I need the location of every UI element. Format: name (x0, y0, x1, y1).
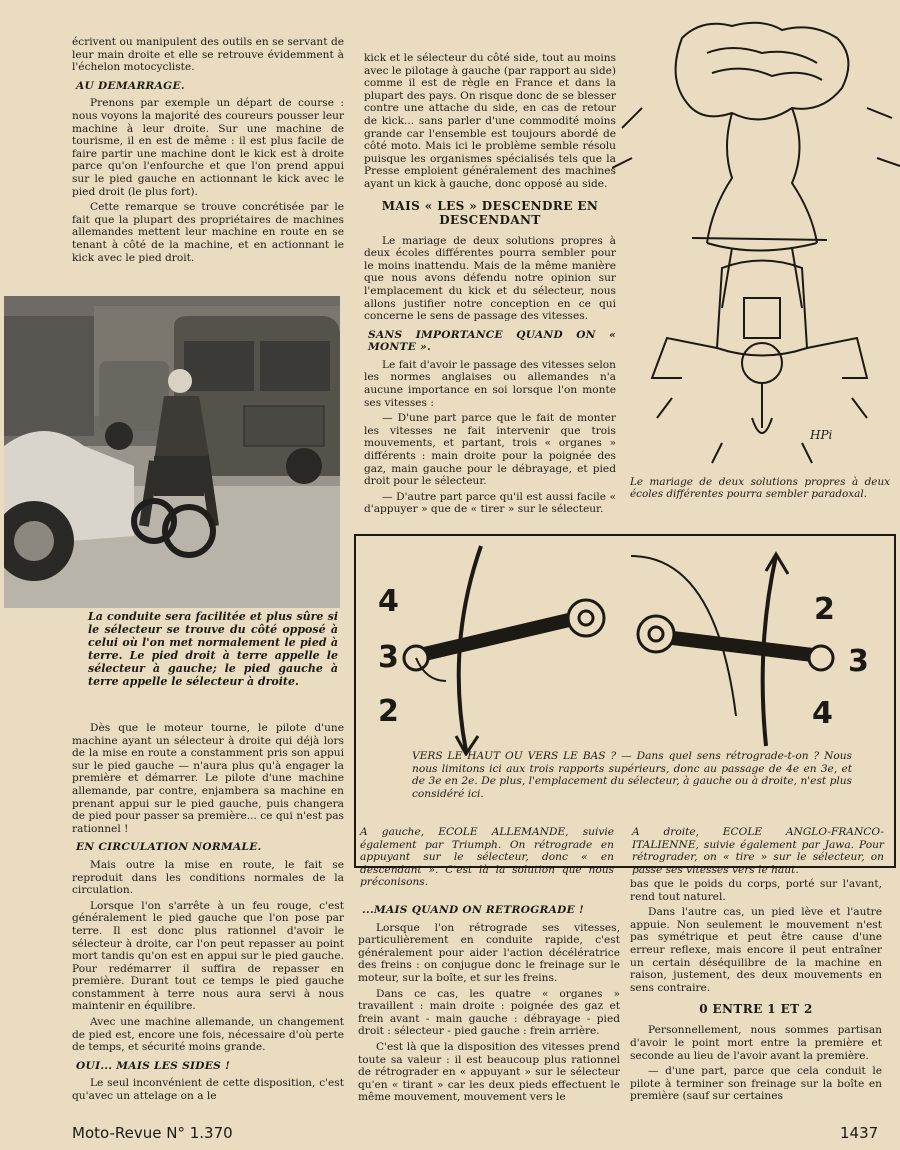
left-gear-2: 2 (378, 694, 399, 729)
diagram-right-text: A droite, ECOLE ANGLO-FRANCO-ITALIENNE, suivie également par Jawa. Pour rétrograder, on « tire » sur le sélecteur, on passe ses vitesses vers le haut. (632, 826, 884, 876)
column-2-bottom (358, 904, 620, 1107)
photo-motorcyclist (4, 296, 340, 608)
paragraph: Avec une machine allemande, un changement de pied est, encore une fois, nécessaire d'où perte de temps, et sécurité moins grande. (72, 1016, 344, 1054)
paragraph: écrivent ou manipulent des outils en se servant de leur main droite et elle se retrouve évidemment à l'échelon motocycliste. (72, 36, 344, 74)
photo-illustration (4, 296, 340, 608)
paragraph: Cette remarque se trouve concrétisée par le fait que la plupart des propriétaires de machines allemandes mettent leur machine en route en se tenant à côté de la machine, et en actionnant le kick avec le pied droit. (72, 201, 344, 264)
paragraph: Dès que le moteur tourne, le pilote d'une machine ayant un sélecteur à droite qui déjà lors de la mise en route a constamment pris son appui sur le pied gauche — n'aura plus qu'à engager la première et démarrer. Le pilote d'une machine allemande, par contre, enjambera sa machine en prenant appui sur le pied gauche, puis changera de pied pour passer sa première... ce qui n'est pas rationnel ! (72, 722, 344, 835)
paragraph: Personnellement, nous sommes partisan d'avoir le point mort entre la première et seconde au lieu de l'avoir avant la première. (630, 1024, 882, 1062)
paragraph: Lorsque l'on s'arrête à un feu rouge, c'est généralement le pied gauche que l'on pose par terre. Il est donc plus rationnel d'avoir le sélecteur à droite, car l'on peut repasser au point mort tandis qu'on est en appui sur le pied gauche. Pour redémarrer il suffira de repasser en première. Durant tout ce temps le pied gauche constamment à terre nous aura servi à nous maintenir en équilibre. (72, 899, 344, 1013)
right-gear-3: 3 (848, 644, 869, 679)
diagram-left-text: A gauche, ECOLE ALLEMANDE, suivie également par Triumph. On rétrograde en appuyant sur le sélecteur, donc « en descendant ». C'est là la solution que nous préconisons. (360, 826, 614, 889)
right-gear-4: 4 (812, 696, 833, 731)
paragraph: Lorsque l'on rétrograde ses vitesses, particulièrement en conduite rapide, c'est généralement pour aider l'action décélératrice des freins : on conjugue donc le freinage sur le moteur, sur la boîte, et sur les freins. (358, 921, 620, 984)
paragraph: Le fait d'avoir le passage des vitesses selon les normes anglaises ou allemandes n'a aucune importance en soi lorsque l'on monte ses vitesses : (364, 358, 616, 409)
gear-selector-diagram (354, 534, 896, 889)
section-heading: MAIS « LES » DESCENDRE EN DESCENDANT (381, 198, 599, 227)
paragraph: — D'une part parce que le fait de monter les vitesses ne fait intervenir que trois mouvements, et partant, trois « organes » différents : main droite pour la poignée des gaz, main gauche pour le débrayage, et pied droit pour le sélecteur. (364, 412, 616, 488)
paragraph: — d'une part, parce que cela conduit le pilote à terminer son freinage sur la boîte en première (sauf sur certaines (630, 1065, 882, 1103)
column-3-bottom (630, 878, 882, 1106)
section-heading: AU DEMARRAGE. (76, 79, 185, 92)
illustration-caption: Le mariage de deux solutions propres à deux écoles différentes pourra sembler paradoxal. (630, 476, 890, 500)
left-gear-4: 4 (378, 584, 399, 619)
section-heading: ...MAIS QUAND ON RETROGRADE ! (362, 904, 584, 916)
rider-drawing (612, 18, 900, 474)
section-heading: 0 ENTRE 1 ET 2 (699, 1002, 813, 1017)
section-heading: SANS IMPORTANCE QUAND ON « MONTE ». (368, 328, 616, 354)
section-heading: EN CIRCULATION NORMALE. (76, 841, 262, 854)
diagram-caption: VERS LE HAUT OU VERS LE BAS ? — Dans quel sens rétrograde-t-on ? Nous nous limitons ici aux trois rapports supérieurs, donc au passage de 4e en 3e, et de 3e en 2e. De plus, l'emplacement du sélecteur, à gauche ou à droite, n'est plus considéré ici. (412, 750, 852, 800)
paragraph: Le seul inconvénient de cette disposition, c'est qu'avec un attelage on a le (72, 1077, 344, 1103)
paragraph: Le mariage de deux solutions propres à deux écoles différentes pourra sembler pour le moins inattendu. Mais de la même manière que nous avons défendu notre opinion sur l'emplacement du kick et du sélecteur, nous allons justifier notre conception en ce qui concerne le sens de passage des vitesses. (364, 234, 616, 323)
paragraph: Dans l'autre cas, un pied lève et l'autre appuie. Non seulement le mouvement n'est pas symétrique et peut être cause d'une erreur reflexe, mais encore il peut entraîner un certain déséquilibre de la machine en raison, justement, des deux mouvements en sens contraire. (630, 906, 882, 994)
page-number: 1437 (840, 1124, 879, 1142)
section-heading: OUI... MAIS LES SIDES ! (76, 1059, 231, 1072)
magazine-footer: Moto-Revue N° 1.370 (72, 1124, 233, 1142)
paragraph: Dans ce cas, les quatre « organes » travaillent : main droite : poignée des gaz et frein avant - main gauche : débrayage - pied droit : sélecteur - pied gauche : frein arrière. (358, 987, 620, 1038)
paragraph: Prenons par exemple un départ de course : nous voyons la majorité des coureurs pousser leur machine à leur droite. Sur une machine de tourisme, il en est de même : il est plus facile de faire partir une machine dont le kick est à droite parce qu'on l'enfourche et que l'on prend appui sur le pied gauche en actionnant le kick avec le pied droit (le plus fort). (72, 97, 344, 198)
paragraph: C'est là que la disposition des vitesses prend toute sa valeur : il est beaucoup plus rationnel de rétrograder en « appuyant » sur le sélecteur qu'en « tirant » car les deux pieds effectuent le même mouvement, mouvement vers le (358, 1040, 620, 1104)
photo-caption: La conduite sera facilitée et plus sûre si le sélecteur se trouve du côté opposé à celui où l'on met normalement le pied à terre. Le pied droit à terre appelle le sélecteur à gauche; le pied gauche à terre appelle le sélecteur à droite. (88, 610, 338, 688)
paragraph: kick et le sélecteur du côté side, tout au moins avec le pilotage à gauche (par rapport au side) comme il est de règle en France et dans la plupart des pays. On risque donc de se blesser contre une attache du side, en cas de retour de kick... sans parler d'une commodité moins grande car l'ensemble est toujours abordé de côté moto. Mais ici le problème semble résolu puisque les organismes spécialisés tels que la Presse emploient généralement des machines ayant un kick à gauche, donc opposé au side. (364, 52, 617, 190)
right-gear-2: 2 (814, 592, 835, 627)
illustration-signature: HPi (810, 428, 833, 442)
paragraph: Mais outre la mise en route, le fait se reproduit dans les conditions normales de la circulation. (72, 858, 344, 897)
left-gear-3: 3 (378, 640, 399, 675)
paragraph: bas que le poids du corps, porté sur l'avant, rend tout naturel. (630, 878, 882, 903)
illustration-rider (612, 18, 900, 474)
column-2-top (364, 52, 616, 519)
paragraph: — D'autre part parce qu'il est aussi facile « d'appuyer » que de « tirer » sur le sélecteur. (364, 490, 616, 516)
column-1-bottom (72, 722, 344, 1106)
column-1-top (72, 36, 344, 267)
